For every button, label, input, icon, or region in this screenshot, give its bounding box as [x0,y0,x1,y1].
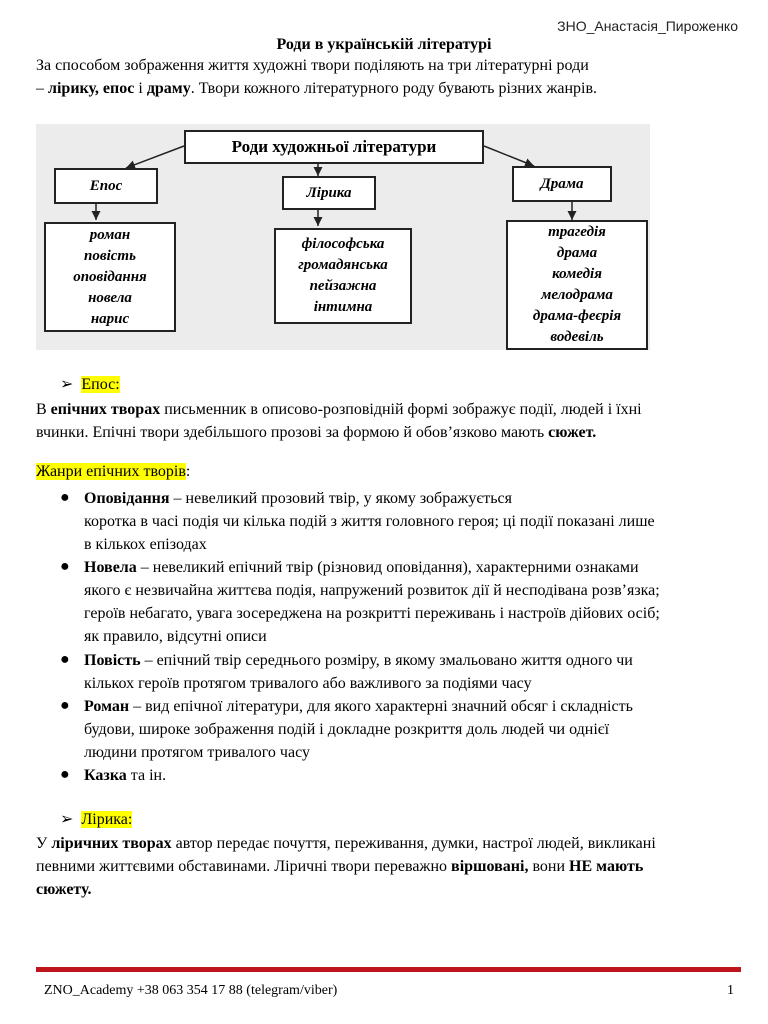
diagram-item: трагедія [548,224,606,240]
bullet-icon: ● [60,651,70,668]
footer-text: ZNO_Academy +38 063 354 17 88 (telegram/viber) [44,983,338,998]
diagram-item: драма [556,245,598,261]
intro-paragraph [36,54,736,100]
genres-diagram [36,124,650,350]
diagram-item: повість [84,247,136,264]
arrow-bullet-icon: ➢ [60,376,74,393]
diagram-item: мелодрама [541,287,613,303]
diagram-item: філософська [301,236,385,252]
diagram-genre-epos: Епос [54,168,158,204]
diagram-item: новела [88,289,132,306]
diagram-item: громадянська [298,257,388,273]
diagram-genre-drama: Драма [512,166,612,202]
diagram-item: нарис [90,310,130,327]
diagram-item: оповідання [73,268,147,285]
bullet-icon: ● [60,697,70,714]
list-item: Роман – вид епічної літератури, для якого характерні значний обсяг і складність будови, широке зображення подій і докладне розкриття доль людей чи однієї людини протягом тривалого часу [84,698,633,761]
diagram-genre-lyric: Лірика [282,176,376,210]
intro-line-1: За способом зображення життя художні твори поділяють на три літературні роди [36,57,589,74]
list-item: Казка та ін. [84,767,167,784]
diagram-item: роман [89,226,131,243]
bullet-icon: ● [60,766,70,783]
genres-heading: Жанри епічних творів: [36,463,191,480]
page-number: 1 [727,983,734,998]
intro-line-2: – лірику, епос і драму. Твори кожного літературного роду бувають різних жанрів. [36,80,598,97]
diagram-item: водевіль [550,329,604,345]
diagram-item: інтимна [313,299,373,315]
footer-divider [36,967,741,972]
lyric-paragraph: У ліричних творах автор передає почуття, переживання, думки, настрої людей, викликані певними життєвими обставинами. Ліричні твори переважно віршовані, вони НЕ мають сюжету. [36,835,656,898]
epos-heading: ➢ Епос: [60,376,120,393]
diagram-item: пейзажна [309,278,377,294]
diagram-item: комедія [552,266,602,282]
diagram-list-drama [506,220,648,350]
epos-paragraph: В епічних творах письменник в описово-розповідній формі зображує події, людей і їхні вчинки. Епічні твори здебільшого прозові за формою й обов’язково мають сюжет. [36,401,642,441]
diagram-root-box: Роди художньої літератури [184,130,484,164]
arrow-bullet-icon: ➢ [60,811,74,828]
bullet-icon: ● [60,558,70,575]
diagram-item: драма-феєрія [532,308,622,324]
diagram-list-lyric [274,228,412,324]
list-item: Новела – невеликий епічний твір (різновид оповідання), характерними ознаками якого є незвичайна життєва подія, напружений розвиток дії й несподівана розв’язка; героїв небагато, увага зосереджена на розкритті переживань і настроїв дійових осіб; як правило, відсутні описи [84,559,660,645]
diagram-list-epos [44,222,176,332]
bullet-icon: ● [60,489,70,506]
lyric-heading: ➢ Лірика: [60,811,133,828]
page-title: Роди в українській літературі [276,36,492,53]
list-item: Оповідання – невеликий прозовий твір, у якому зображується коротка в часі подія чи кілька подій з життя головного героя; ці події показані лише в кількох епізодах [84,490,655,553]
list-item: Повість – епічний твір середнього розміру, в якому змальовано життя одного чи кількох героїв протягом тривалого або важливого за подіями часу [84,652,633,692]
header-author: ЗНО_Анастасія_Пироженко [557,18,738,34]
